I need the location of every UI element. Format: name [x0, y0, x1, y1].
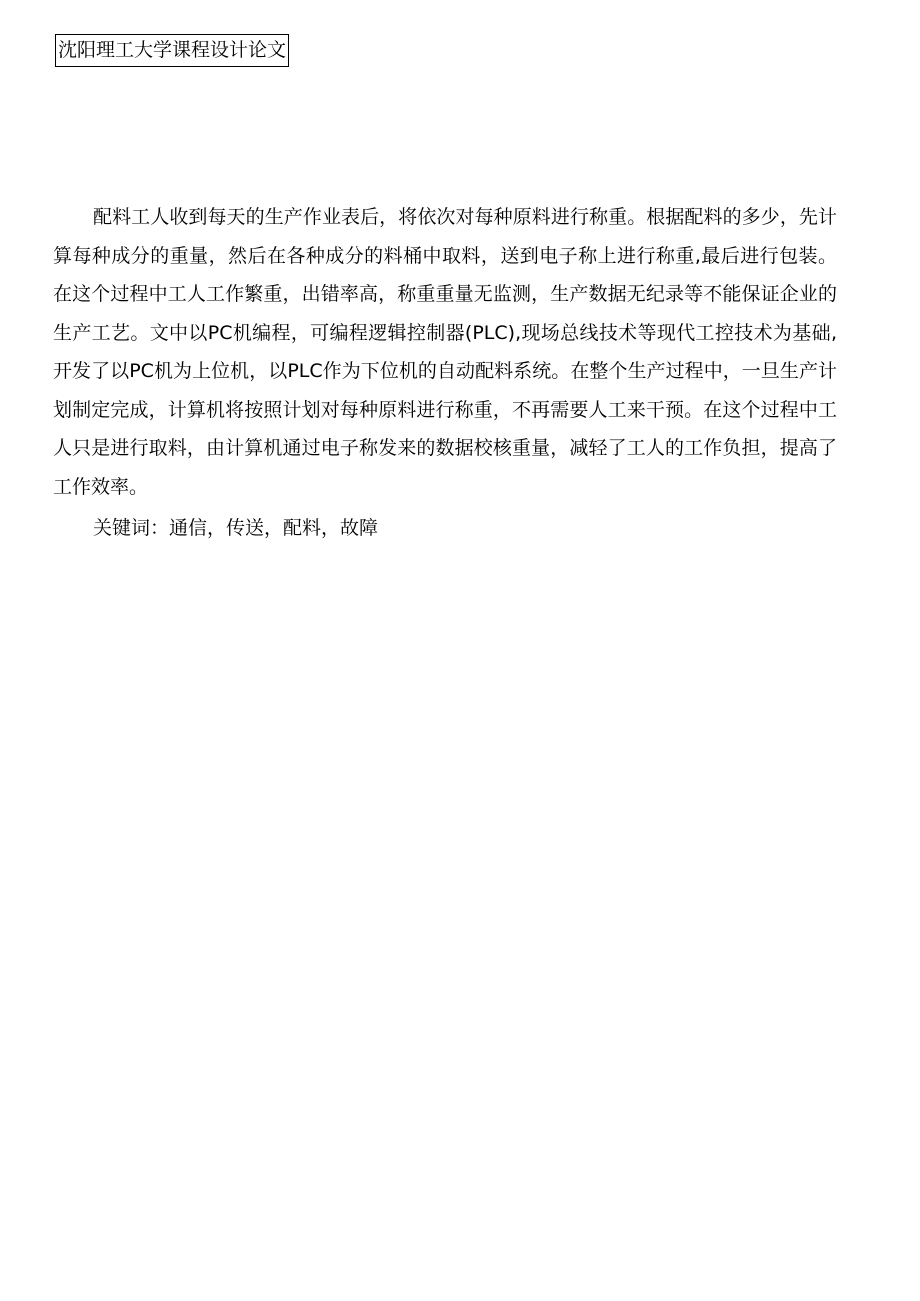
- abstract-paragraph: 配料工人收到每天的生产作业表后，将依次对每种原料进行称重。根据配料的多少，先计算每种成分的重量，然后在各种成分的料桶中取料，送到电子称上进行称重,最后进行包装。在这个过程中工人工作繁重，出错率高，称重重量无监测，生产数据无纪录等不能保证企业的生产工艺。文中以PC机编程，可编程逻辑控制器(PLC),现场总线技术等现代工控技术为基础,开发了以PC机为上位机，以PLC作为下位机的自动配料系统。在整个生产过程中，一旦生产计划制定完成，计算机将按照计划对每种原料进行称重，不再需要人工来干预。在这个过程中工人只是进行取料，由计算机通过电子称发来的数据校核重量，减轻了工人的工作负担，提高了工作效率。: [53, 206, 837, 498]
- keywords-line: 关键词：通信，传送，配料，故障: [93, 517, 379, 539]
- header-title-box: 沈阳理工大学课程设计论文: [55, 34, 289, 67]
